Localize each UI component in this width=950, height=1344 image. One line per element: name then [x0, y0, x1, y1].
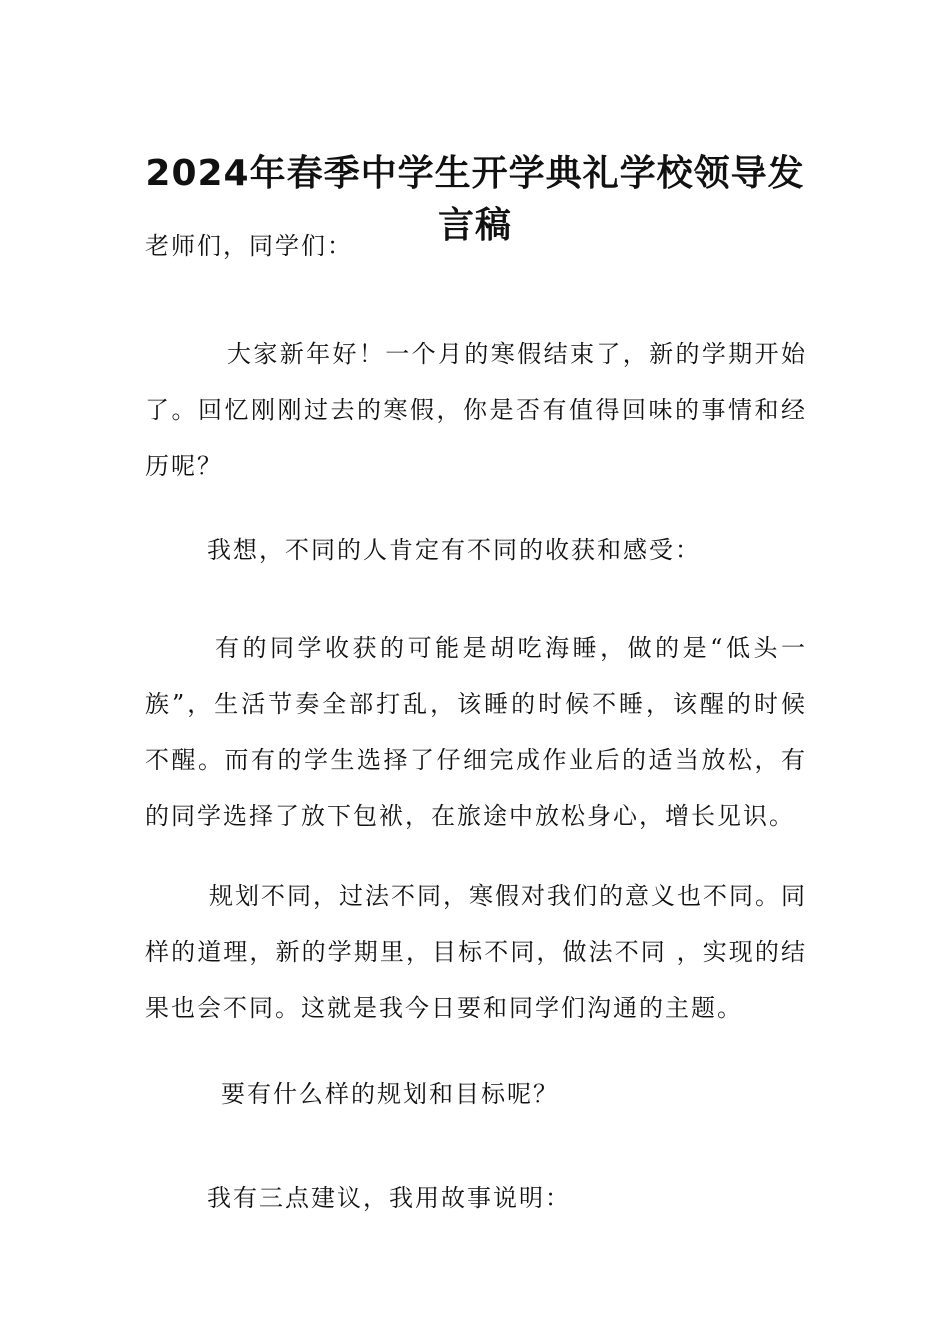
- paragraph-holiday-examples: 有的同学收获的可能是胡吃海睡，做的是“低头一族”，生活节奏全部打乱，该睡的时候不睡，该醒的时候不醒。而有的学生选择了仔细完成作业后的适当放松，有的同学选择了放下包袱，在旅途中放松身心，增长见识。: [145, 634, 807, 830]
- salutation: 老师们，同学们：: [145, 232, 353, 260]
- document-title: 2024年春季中学生开学典礼学校领导发言稿: [145, 153, 805, 247]
- paragraph-question: 要有什么样的规划和目标呢？: [221, 1080, 559, 1108]
- paragraph-topic: 规划不同，过法不同，寒假对我们的意义也不同。同样的道理，新的学期里，目标不同，做法不同 ，实现的结果也会不同。这就是我今日要和同学们沟通的主题。: [145, 882, 807, 1022]
- paragraph-thought: 我想，不同的人肯定有不同的收获和感受：: [207, 536, 701, 564]
- paragraph-greeting: 大家新年好！一个月的寒假结束了，新的学期开始了。回忆刚刚过去的寒假，你是否有值得回味的事情和经历呢？: [145, 340, 807, 480]
- paragraph-suggestions: 我有三点建议，我用故事说明：: [207, 1184, 571, 1212]
